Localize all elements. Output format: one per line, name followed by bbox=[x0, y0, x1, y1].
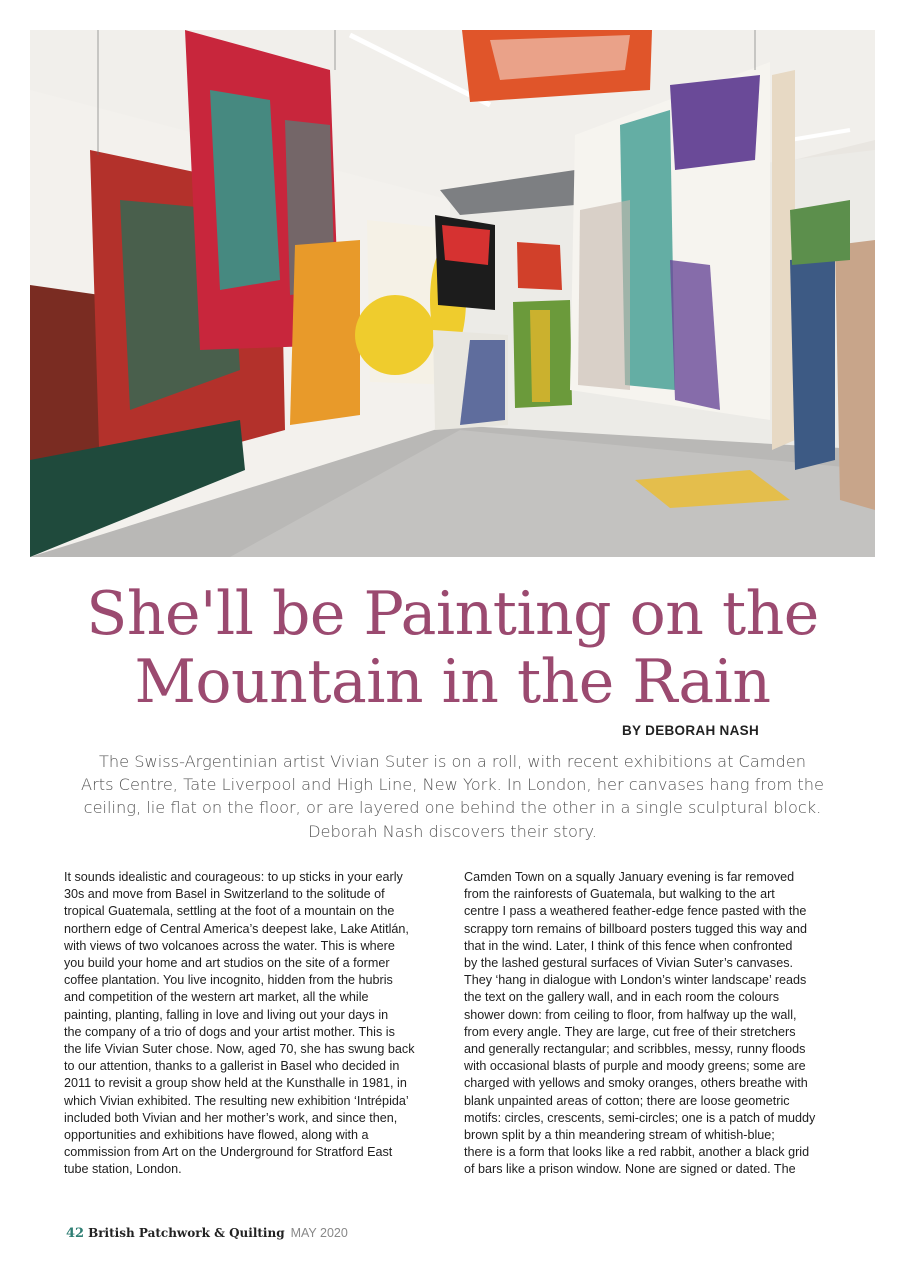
body-line: They ‘hang in dialogue with London’s winter landscape’ reads bbox=[464, 973, 807, 988]
body-line: which Vivian exhibited. The resulting new exhibition ‘Intrépida’ bbox=[64, 1093, 409, 1108]
body-line: It sounds idealistic and courageous: to up sticks in your early bbox=[64, 870, 403, 884]
body-line: 30s and move from Basel in Switzerland to the solitude of bbox=[64, 887, 385, 902]
gallery-photo bbox=[30, 30, 875, 557]
body-line: by the lashed gestural surfaces of Vivian Suter’s canvases. bbox=[464, 956, 794, 971]
issue-date: MAY 2020 bbox=[290, 1226, 348, 1240]
page-number: 42 bbox=[66, 1226, 85, 1241]
body-line: commission from Art on the Underground for Stratford East bbox=[64, 1145, 393, 1160]
body-line: and competition of the western art market, all the while bbox=[64, 990, 369, 1005]
body-line: Camden Town on a squally January evening is far removed bbox=[464, 870, 795, 884]
page-footer bbox=[66, 1226, 348, 1241]
byline: BY DEBORAH NASH bbox=[621, 723, 759, 738]
body-line: that in the wind. Later, I think of this fence when confronted bbox=[464, 938, 793, 953]
title-line: She'll be Painting on the bbox=[86, 579, 819, 649]
body-line: charged with yellows and smoky oranges, others breathe with bbox=[464, 1076, 808, 1091]
body-line: motifs: circles, crescents, semi-circles; one is a patch of muddy bbox=[464, 1110, 816, 1125]
body-line: you build your home and art studios on the site of a former bbox=[64, 956, 390, 971]
article-title bbox=[0, 580, 905, 716]
body-line: painting, planting, falling in love and living out your days in bbox=[64, 1007, 389, 1022]
body-line: the life Vivian Suter chose. Now, aged 70, she has swung back bbox=[64, 1042, 415, 1057]
body-line: the text on the gallery wall, and in each room the colours bbox=[464, 990, 780, 1005]
body-line: blank unpainted areas of cotton; there are loose geometric bbox=[464, 1093, 790, 1108]
standfirst bbox=[62, 750, 843, 843]
body-line: tube station, London. bbox=[64, 1162, 182, 1177]
body-line: from every angle. They are large, cut free of their stretchers bbox=[464, 1024, 796, 1039]
body-line: northern edge of Central America’s deepest lake, Lake Atitlán, bbox=[64, 921, 409, 936]
body-line: scrappy torn remains of billboard posters tugged this way and bbox=[464, 921, 808, 936]
body-column-right bbox=[464, 869, 849, 1179]
body-line: and generally rectangular; and scribbles, messy, runny floods bbox=[464, 1042, 806, 1057]
body-line: coffee plantation. You live incognito, hidden from the hubris bbox=[64, 973, 393, 988]
standfirst-line: Deborah Nash discovers their story. bbox=[308, 821, 597, 841]
body-column-left bbox=[64, 869, 449, 1179]
body-line: 2011 to revisit a group show held at the Kunsthalle in 1981, in bbox=[64, 1076, 407, 1091]
body-line: to our attention, thanks to a gallerist in Basel who decided in bbox=[64, 1059, 400, 1074]
body-line: included both Vivian and her mother’s work, and since then, bbox=[64, 1110, 398, 1125]
body-line: with occasional blasts of purple and moody greens; some are bbox=[464, 1059, 806, 1074]
body-line: with views of two volcanoes across the water. This is where bbox=[64, 938, 395, 953]
body-line: tropical Guatemala, settling at the foot of a mountain on the bbox=[64, 904, 395, 919]
standfirst-line: Arts Centre, Tate Liverpool and High Line, New York. In London, her canvases hang from the bbox=[81, 775, 824, 795]
body-line: of bars like a prison window. None are signed or dated. The bbox=[464, 1162, 796, 1177]
body-line: from the rainforests of Guatemala, but walking to the art bbox=[464, 887, 775, 902]
body-line: there is a form that looks like a red rabbit, another a black grid bbox=[464, 1145, 810, 1160]
magazine-name: British Patchwork & Quilting bbox=[88, 1226, 285, 1240]
body-line: shower down: from ceiling to floor, from halfway up the wall, bbox=[464, 1007, 797, 1022]
body-line: brown split by a thin meandering stream of whitish-blue; bbox=[464, 1128, 775, 1143]
body-line: opportunities and exhibitions have flowed, along with a bbox=[64, 1128, 369, 1143]
standfirst-line: ceiling, lie flat on the floor, or are layered one behind the other in a single sculptural block. bbox=[83, 798, 822, 818]
body-line: the company of a trio of dogs and your artist mother. This is bbox=[64, 1024, 395, 1039]
title-line: Mountain in the Rain bbox=[134, 647, 771, 717]
body-line: centre I pass a weathered feather-edge fence pasted with the bbox=[464, 904, 807, 919]
standfirst-line: The Swiss-Argentinian artist Vivian Suter is on a roll, with recent exhibitions at Camden bbox=[98, 752, 807, 771]
